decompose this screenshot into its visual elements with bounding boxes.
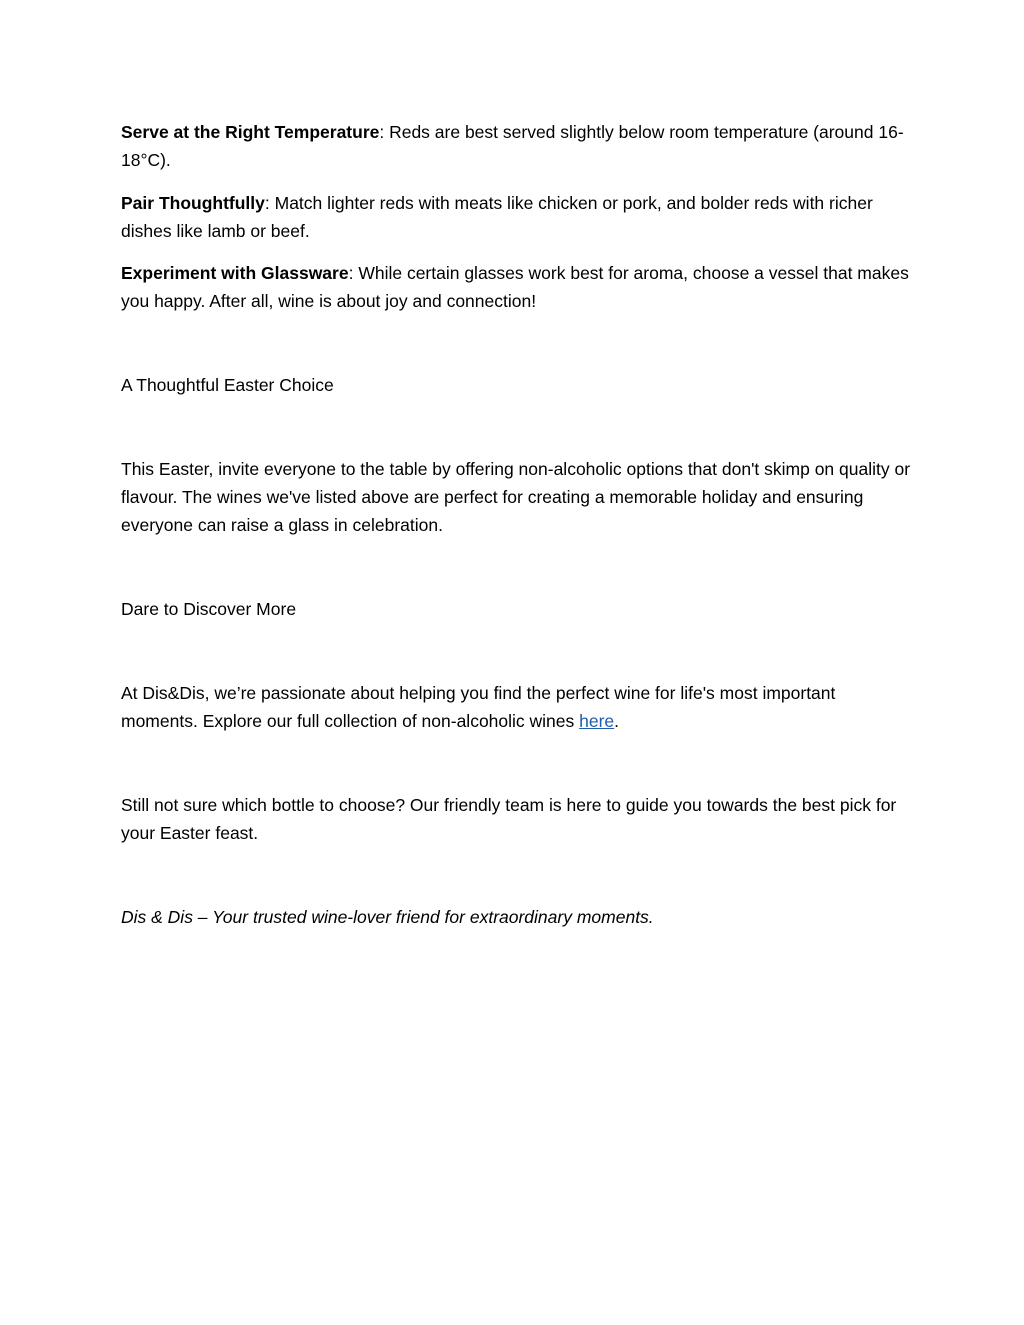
- tip-temperature-text: : Reds are best served slightly below room temperature (around 16-18°C).: [121, 122, 904, 170]
- tip-pairing-lead: Pair Thoughtfully: [121, 193, 265, 213]
- section-body-easter-choice: This Easter, invite everyone to the table by offering non-alcoholic options that don't skimp on quality or flavour. The wines we've listed above are perfect for creating a memorable holiday and ensuring everyone can raise a glass in celebration.: [121, 459, 911, 535]
- section-heading-easter-choice: A Thoughtful Easter Choice: [121, 375, 334, 395]
- tip-glassware-text: : While certain glasses work best for aroma, choose a vessel that makes you happy. After all, wine is about joy and connection!: [121, 263, 909, 311]
- collection-link[interactable]: here: [579, 711, 615, 731]
- tip-pairing: [121, 189, 911, 245]
- section-heading-discover-more: Dare to Discover More: [121, 599, 297, 619]
- discover-text-before-link: At Dis&Dis, we’re passionate about helping you find the perfect wine for life's most important moments. Explore our full collection of non-alcoholic wines: [121, 683, 836, 731]
- tagline: Dis & Dis – Your trusted wine-lover friend for extraordinary moments.: [121, 907, 654, 927]
- tip-glassware: [121, 259, 911, 315]
- followup-paragraph: Still not sure which bottle to choose? Our friendly team is here to guide you towards the best pick for your Easter feast.: [121, 795, 897, 843]
- tip-pairing-text: : Match lighter reds with meats like chicken or pork, and bolder reds with richer dishes like lamb or beef.: [121, 193, 873, 241]
- tip-temperature: [121, 118, 911, 174]
- tip-temperature-lead: Serve at the Right Temperature: [121, 122, 380, 142]
- discover-text-after-link: .: [614, 711, 620, 731]
- tip-glassware-lead: Experiment with Glassware: [121, 263, 349, 283]
- section-body-discover-more: [121, 679, 911, 735]
